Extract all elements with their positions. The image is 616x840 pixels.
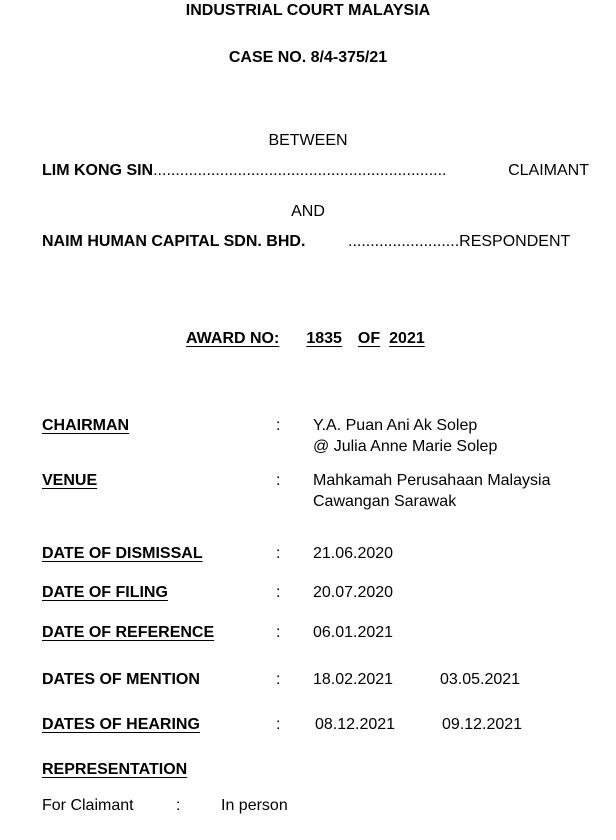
claimant-role: CLAIMANT [508,162,589,179]
chairman-colon: : [276,417,281,434]
court-title: INDUSTRIAL COURT MALAYSIA [185,2,431,19]
award-number [186,330,425,348]
case-number: CASE NO. 8/4-375/21 [228,49,388,66]
award-label: AWARD NO: [186,330,280,347]
mention-colon: : [276,671,281,688]
reference-colon: : [276,624,281,641]
venue-value-2: Cawangan Sarawak [313,493,457,510]
mention-label: DATES OF MENTION [42,671,200,688]
respondent-line [348,233,570,251]
between-label: BETWEEN [268,132,348,149]
representation-claimant-label: For Claimant [42,797,134,814]
dismissal-colon: : [276,545,281,562]
reference-value: 06.01.2021 [313,624,394,641]
award-no: 1835 [306,330,342,347]
award-year: 2021 [389,330,425,347]
chairman-label: CHAIRMAN [42,417,130,434]
and-label: AND [291,203,325,220]
filing-colon: : [276,584,281,601]
claimant-name: LIM KONG SIN [42,162,154,179]
representation-heading: REPRESENTATION [42,761,188,778]
reference-label: DATE OF REFERENCE [42,624,215,641]
representation-claimant-value: In person [221,797,288,814]
dismissal-label: DATE OF DISMISSAL [42,545,203,562]
chairman-value-2: @ Julia Anne Marie Solep [313,438,498,455]
filing-label: DATE OF FILING [42,584,168,601]
hearing-value-1: 08.12.2021 [315,716,396,733]
chairman-value-1: Y.A. Puan Ani Ak Solep [313,417,478,434]
hearing-label: DATES OF HEARING [42,716,200,733]
hearing-colon: : [276,716,281,733]
venue-value-1: Mahkamah Perusahaan Malaysia [313,472,551,489]
respondent-role: RESPONDENT [459,233,571,250]
claimant-line [42,162,447,180]
mention-value-1: 18.02.2021 [313,671,394,688]
respondent-dots: ......................... [348,233,460,250]
award-of: OF [357,330,381,347]
venue-label: VENUE [42,472,98,489]
venue-colon: : [276,472,281,489]
claimant-dots: .................................................................. [153,162,447,179]
respondent-name: NAIM HUMAN CAPITAL SDN. BHD. [42,233,306,250]
dismissal-value: 21.06.2020 [313,545,394,562]
representation-colon: : [176,797,181,814]
mention-value-2: 03.05.2021 [440,671,521,688]
hearing-value-2: 09.12.2021 [442,716,523,733]
filing-value: 20.07.2020 [313,584,394,601]
